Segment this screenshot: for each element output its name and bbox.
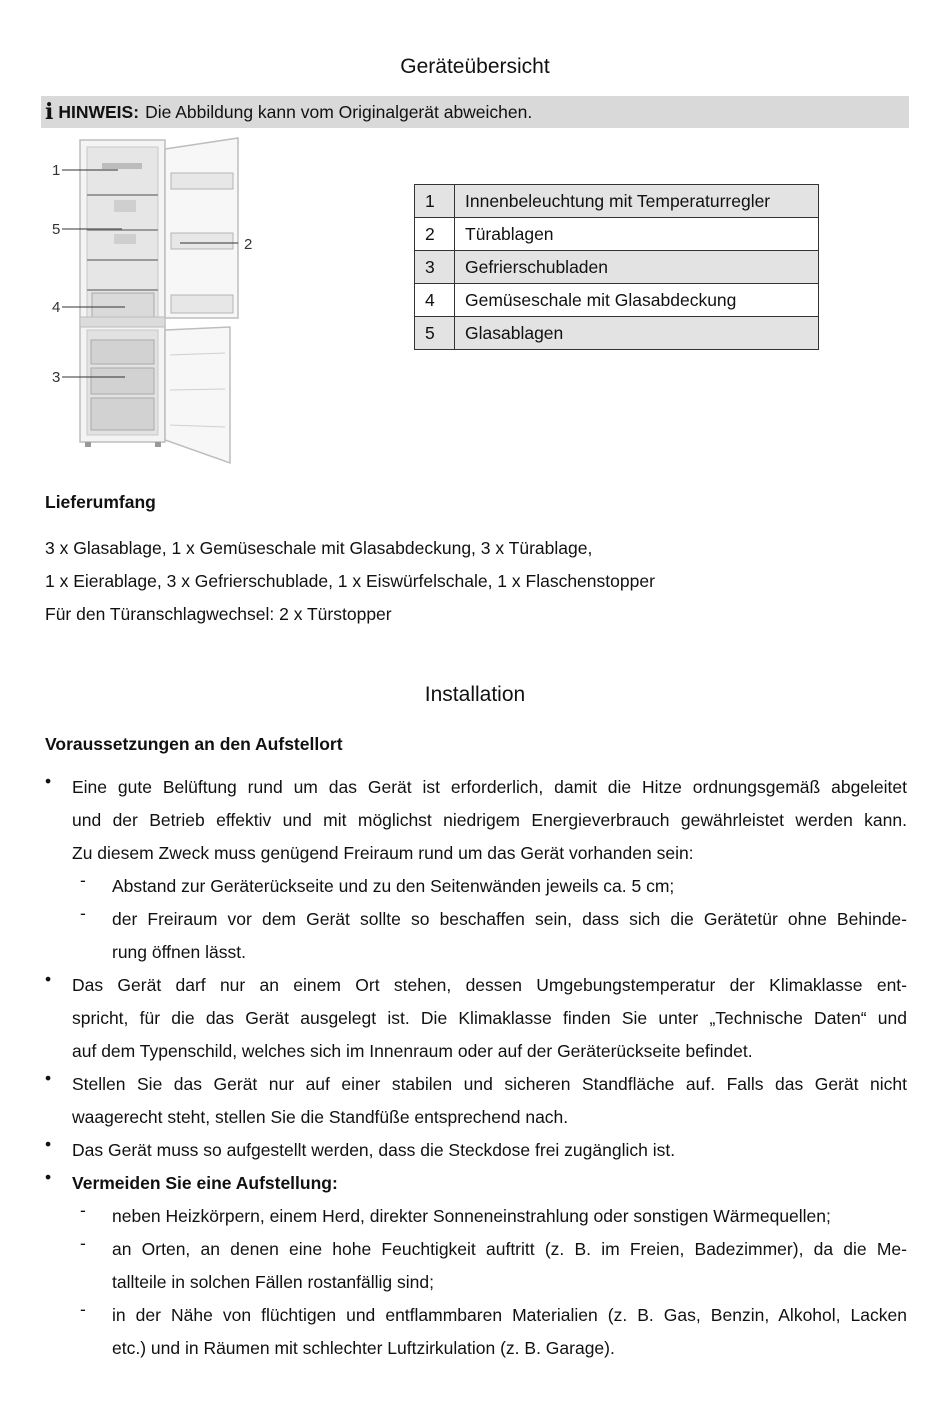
table-row	[415, 251, 819, 284]
list-item	[45, 1167, 907, 1200]
list-item-text: Das Gerät muss so aufgestellt werden, dass die Steckdose frei zugänglich ist.	[72, 1140, 676, 1160]
dash-marker: -	[80, 903, 86, 923]
list-item-text: Vermeiden Sie eine Aufstellung:	[72, 1173, 338, 1193]
parts-legend-table	[414, 184, 819, 350]
note-bar	[41, 96, 909, 128]
callout-5: 5	[52, 221, 61, 238]
dash-marker: -	[80, 1299, 86, 1319]
callout-2: 2	[244, 236, 253, 253]
installation-subheading: Voraussetzungen an den Aufstellort	[45, 734, 343, 754]
list-item-text: Abstand zur Geräterückseite und zu den Seitenwänden jeweils ca. 5 cm;	[112, 876, 675, 896]
legend-number: 4	[415, 284, 455, 317]
list-item-text: und der Betrieb effektiv und mit möglichst niedrigem Energieverbrauch gewährleistet werden kann.	[72, 810, 907, 830]
list-item-text: rung öffnen lässt.	[112, 942, 246, 962]
list-item-text: tallteile in solchen Fällen rostanfällig sind;	[112, 1272, 434, 1292]
list-item-text: Stellen Sie das Gerät nur auf einer stabilen und sicheren Standfläche auf. Falls das Gerät nicht	[72, 1074, 907, 1094]
list-item-text: neben Heizkörpern, einem Herd, direkter Sonneneinstrahlung oder sonstigen Wärmequellen;	[112, 1206, 831, 1226]
list-item-text: Das Gerät darf nur an einem Ort stehen, dessen Umgebungstemperatur der Klimaklasse ent-	[72, 975, 907, 995]
list-item-text: auf dem Typenschild, welches sich im Innenraum oder auf der Geräterückseite befindet.	[72, 1041, 753, 1061]
bullet-marker: •	[45, 1167, 52, 1187]
table-row	[415, 185, 819, 218]
note-label: HINWEIS:	[58, 101, 140, 122]
bullet-marker: •	[45, 969, 52, 989]
legend-number: 5	[415, 317, 455, 350]
list-item	[45, 771, 907, 870]
scope-line: Für den Türanschlagwechsel: 2 x Türstopper	[45, 604, 392, 624]
list-item-text: etc.) und in Räumen mit schlechter Luftzirkulation (z. B. Garage).	[112, 1338, 615, 1358]
fridge-illustration	[40, 135, 270, 470]
sub-list-item	[80, 1299, 907, 1365]
list-item-text: Eine gute Belüftung rund um das Gerät ist erforderlich, damit die Hitze ordnungsgemäß abgeleitet	[72, 777, 907, 797]
scope-line: 1 x Eierablage, 3 x Gefrierschublade, 1 x Eiswürfelschale, 1 x Flaschenstopper	[45, 571, 655, 591]
page-title: Geräteübersicht	[400, 55, 550, 78]
bullet-marker: •	[45, 1134, 52, 1154]
list-item-text: der Freiraum vor dem Gerät sollte so beschaffen sein, dass sich die Gerätetür ohne Behinde-	[112, 909, 907, 929]
list-item	[45, 969, 907, 1068]
scope-line: 3 x Glasablage, 1 x Gemüseschale mit Glasabdeckung, 3 x Türablage,	[45, 538, 593, 558]
legend-label: Türablagen	[455, 218, 819, 251]
callout-3: 3	[52, 369, 61, 386]
legend-label: Gefrierschubladen	[455, 251, 819, 284]
dash-marker: -	[80, 870, 86, 890]
legend-number: 2	[415, 218, 455, 251]
legend-number: 3	[415, 251, 455, 284]
list-item-text: in der Nähe von flüchtigen und entflammbaren Materialien (z. B. Gas, Benzin, Alkohol, Lacken	[112, 1305, 907, 1325]
sub-list-item	[80, 1200, 907, 1233]
dash-marker: -	[80, 1233, 86, 1253]
list-item-text: an Orten, an denen eine hohe Feuchtigkeit auftritt (z. B. im Freien, Badezimmer), da die Me-	[112, 1239, 907, 1259]
table-row	[415, 218, 819, 251]
list-item	[45, 1134, 907, 1167]
installation-title: Installation	[424, 683, 526, 706]
list-item	[45, 1068, 907, 1134]
table-row	[415, 317, 819, 350]
list-item-text: spricht, für die das Gerät ausgelegt ist. Die Klimaklasse finden Sie unter „Technische Daten“ und	[72, 1008, 907, 1028]
bullet-marker: •	[45, 1068, 52, 1088]
sub-list-item	[80, 1233, 907, 1299]
note-text: Die Abbildung kann vom Originalgerät abweichen.	[145, 101, 533, 122]
callout-1: 1	[52, 162, 61, 179]
list-item-text: Zu diesem Zweck muss genügend Freiraum rund um das Gerät vorhanden sein:	[72, 843, 694, 863]
info-icon: i	[45, 99, 54, 125]
scope-heading: Lieferumfang	[45, 492, 156, 512]
legend-number: 1	[415, 185, 455, 218]
list-item-text: waagerecht steht, stellen Sie die Standfüße entsprechend nach.	[72, 1107, 569, 1127]
sub-list-item	[80, 870, 907, 903]
legend-label: Gemüseschale mit Glasabdeckung	[455, 284, 819, 317]
sub-list-item	[80, 903, 907, 969]
bullet-marker: •	[45, 771, 52, 791]
callout-4: 4	[52, 299, 61, 316]
legend-label: Glasablagen	[455, 317, 819, 350]
legend-label: Innenbeleuchtung mit Temperaturregler	[455, 185, 819, 218]
dash-marker: -	[80, 1200, 86, 1220]
table-row	[415, 284, 819, 317]
